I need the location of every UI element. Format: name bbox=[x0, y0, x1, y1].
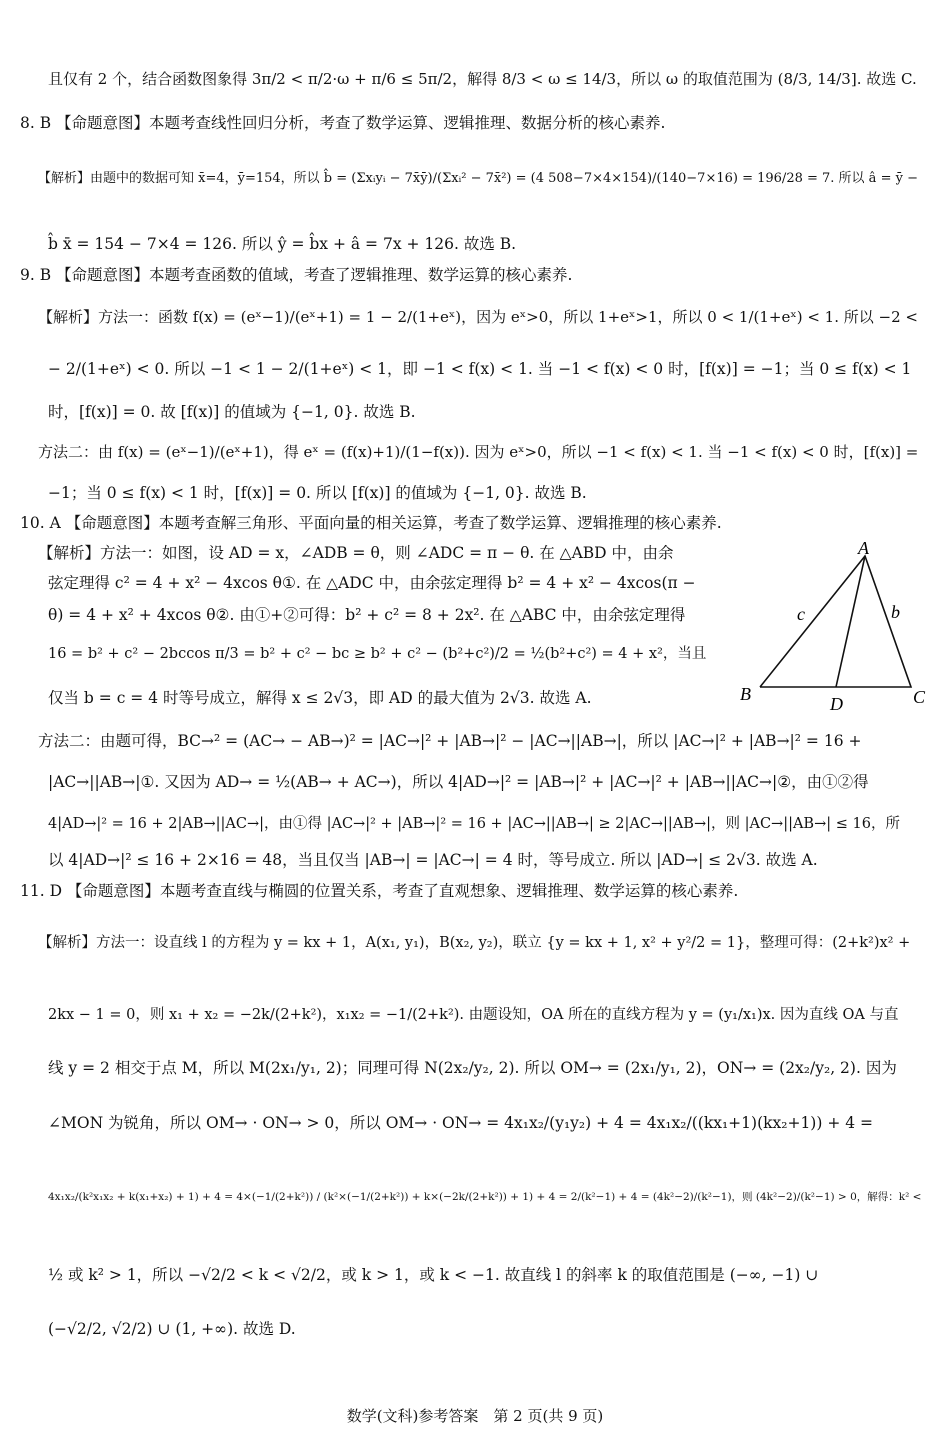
vertex-label-c: C bbox=[913, 687, 926, 707]
text-line-10: −1；当 0 ≤ f(x) < 1 时，[f(x)] = 0. 所以 [f(x)] 的值域为 {−1, 0}. 故选 B. bbox=[48, 484, 587, 502]
text-line-27: ½ 或 k² > 1，所以 −√2/2 < k < √2/2，或 k > 1，或 k < −1. 故直线 l 的斜率 k 的取值范围是 (−∞, −1) ∪ bbox=[48, 1266, 819, 1284]
question-9-header: 9. B 【命题意图】本题考查函数的值域，考查了逻辑推理、数学运算的核心素养. bbox=[20, 266, 573, 284]
triangle-abc bbox=[760, 556, 911, 687]
text-line-9: 方法二：由 f(x) = (eˣ−1)/(eˣ+1)，得 eˣ = (f(x)+1)/(1−f(x)). 因为 eˣ>0，所以 −1 < f(x) < 1. 当 −1 < f(x) < 0 时，[f(x)] = bbox=[38, 443, 919, 461]
text-line-22: 【解析】方法一：设直线 l 的方程为 y = kx + 1，A(x₁, y₁)，B(x₂, y₂)，联立 {y = kx + 1, x² + y²/2 = 1}，整理可得：(2+k²)x² + bbox=[38, 935, 911, 951]
vertex-label-d: D bbox=[830, 694, 843, 714]
text-line-15: 16 = b² + c² − 2bccos π/3 = b² + c² − bc ≥ b² + c² − (b²+c²)/2 = ½(b²+c²) = 4 + x²，当且 bbox=[48, 646, 707, 662]
text-line-16: 仅当 b = c = 4 时等号成立，解得 x ≤ 2√3，即 AD 的最大值为 2√3. 故选 A. bbox=[48, 689, 592, 707]
vertex-label-a: A bbox=[858, 540, 869, 558]
text-line-24: 线 y = 2 相交于点 M，所以 M(2x₁/y₁, 2)；同理可得 N(2x₂/y₂, 2). 所以 OM→ = (2x₁/y₁, 2)，ON→ = (2x₂/y₂, 2). 因为 bbox=[48, 1059, 897, 1077]
text-line-12: 【解析】方法一：如图，设 AD = x，∠ADB = θ，则 ∠ADC = π − θ. 在 △ABD 中，由余 bbox=[38, 544, 674, 562]
text-line-26: 4x₁x₂/(k²x₁x₂ + k(x₁+x₂) + 1) + 4 = 4×(−1/(2+k²)) / (k²×(−1/(2+k²)) + k×(−2k/(2+k²)) + 1) + 4 = 2/(k²−1) + 4 = (4k²−2)/(k²−1)，则 (4k²−2)/(k²−1) > 0，解得：k² < bbox=[48, 1191, 922, 1203]
text-line-23: 2kx − 1 = 0，则 x₁ + x₂ = −2k/(2+k²)，x₁x₂ = −1/(2+k²). 由题设知，OA 所在的直线方程为 y = (y₁/x₁)x. 因为直线 OA 与直 bbox=[48, 1007, 899, 1023]
text-line-13: 弦定理得 c² = 4 + x² − 4xcos θ①. 在 △ADC 中，由余弦定理得 b² = 4 + x² − 4xcos(π − bbox=[48, 574, 696, 592]
median-ad bbox=[836, 556, 865, 687]
page-footer: 数学(文科)参考答案 第 2 页(共 9 页) bbox=[346, 1407, 604, 1425]
text-line-8: 时，[f(x)] = 0. 故 [f(x)] 的值域为 {−1, 0}. 故选 B. bbox=[48, 403, 416, 421]
text-line-17: 方法二：由题可得，BC→² = (AC→ − AB→)² = |AC→|² + |AB→|² − |AC→||AB→|，所以 |AC→|² + |AB→|² = 16 + bbox=[38, 732, 862, 750]
text-line-4: b̂ x̄ = 154 − 7×4 = 126. 所以 ŷ = b̂x + â = 7x + 126. 故选 B. bbox=[48, 235, 517, 253]
side-label-c: c bbox=[797, 604, 805, 624]
text-line-20: 以 4|AD→|² ≤ 16 + 2×16 = 48，当且仅当 |AB→| = |AC→| = 4 时，等号成立. 所以 |AD→| ≤ 2√3. 故选 A. bbox=[48, 851, 818, 869]
text-line-7: − 2/(1+eˣ) < 0. 所以 −1 < 1 − 2/(1+eˣ) < 1，即 −1 < f(x) < 1. 当 −1 < f(x) < 0 时，[f(x)] = −1；当 0 ≤ f(x) < 1 bbox=[48, 360, 912, 378]
text-line-28: (−√2/2, √2/2) ∪ (1, +∞). 故选 D. bbox=[48, 1320, 296, 1338]
vertex-label-b: B bbox=[740, 684, 751, 704]
text-line-6: 【解析】方法一：函数 f(x) = (eˣ−1)/(eˣ+1) = 1 − 2/(1+eˣ)，因为 eˣ>0，所以 1+eˣ>1，所以 0 < 1/(1+eˣ) < 1. 所以 −2 < bbox=[38, 308, 918, 326]
text-line-1: 且仅有 2 个，结合函数图象得 3π/2 < π/2·ω + π/6 ≤ 5π/2，解得 8/3 < ω ≤ 14/3，所以 ω 的取值范围为 (8/3, 14/3]. 故选 C. bbox=[48, 70, 917, 88]
text-line-14: θ) = 4 + x² + 4xcos θ②. 由①+②可得：b² + c² = 8 + 2x². 在 △ABC 中，由余弦定理得 bbox=[48, 606, 686, 624]
text-line-19: 4|AD→|² = 16 + 2|AB→||AC→|，由①得 |AC→|² + |AB→|² = 16 + |AC→||AB→| ≥ 2|AC→||AB→|，则 |AC→||AB→| ≤ 16，所 bbox=[48, 816, 900, 832]
question-10-header: 10. A 【命题意图】本题考查解三角形、平面向量的相关运算，考查了数学运算、逻辑推理的核心素养. bbox=[20, 514, 722, 532]
text-line-3: 【解析】由题中的数据可知 x̄=4，ȳ=154，所以 b̂ = (Σxᵢyᵢ − 7x̄ȳ)/(Σxᵢ² − 7x̄²) = (4 508−7×4×154)/(140−7×16) = 196/28 = 7. 所以 â = ȳ − bbox=[38, 171, 918, 186]
triangle-diagram bbox=[735, 540, 935, 715]
question-8-header: 8. B 【命题意图】本题考查线性回归分析，考查了数学运算、逻辑推理、数据分析的核心素养. bbox=[20, 114, 666, 132]
triangle-figure bbox=[735, 540, 935, 719]
text-line-25: ∠MON 为锐角，所以 OM→ · ON→ > 0，所以 OM→ · ON→ = 4x₁x₂/(y₁y₂) + 4 = 4x₁x₂/((kx₁+1)(kx₂+1)) + 4 = bbox=[48, 1114, 874, 1132]
side-label-b: b bbox=[891, 602, 900, 622]
text-line-18: |AC→||AB→|①. 又因为 AD→ = ½(AB→ + AC→)，所以 4|AD→|² = |AB→|² + |AC→|² + |AB→||AC→|②，由①②得 bbox=[48, 773, 869, 791]
question-11-header: 11. D 【命题意图】本题考查直线与椭圆的位置关系，考查了直观想象、逻辑推理、数学运算的核心素养. bbox=[20, 882, 739, 900]
